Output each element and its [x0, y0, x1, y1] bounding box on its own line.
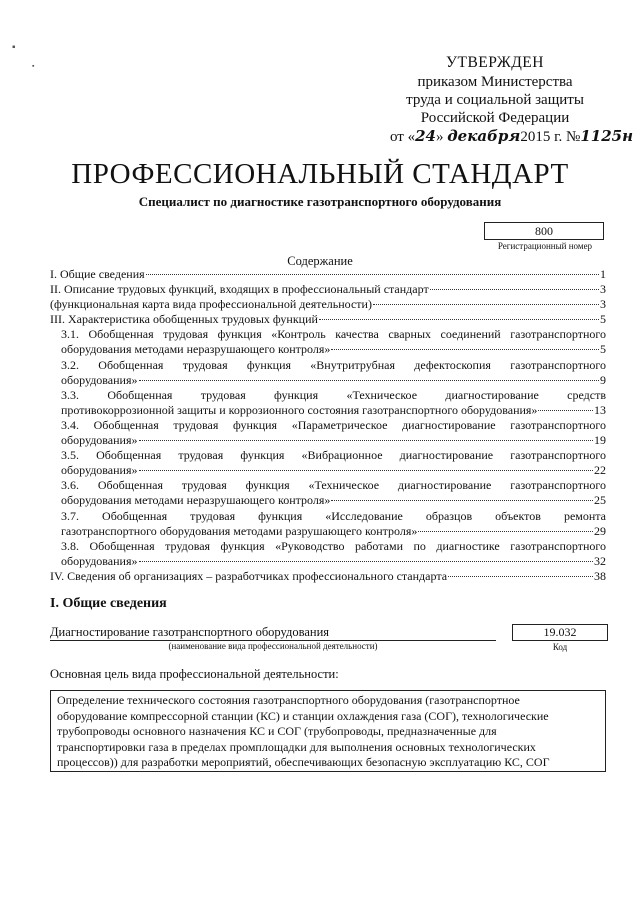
toc-entry[interactable]: противокоррозионной защиты и коррозионного состояния газотранспортного оборудования» 13 [61, 402, 606, 417]
toc-entry[interactable]: I. Общие сведения 1 [50, 267, 606, 281]
toc-entry[interactable]: оборудования» 9 [61, 372, 606, 387]
approval-line: Российской Федерации [420, 110, 570, 126]
toc-entry[interactable]: II. Описание трудовых функций, входящих в профессиональный стандарт 3 [50, 282, 606, 297]
toc-entry[interactable]: (функциональная карта вида профессиональной деятельности) 3 [50, 297, 606, 312]
scan-speck: ▪ [32, 62, 35, 70]
scan-speck: ▪ [12, 42, 16, 53]
toc-entry-line[interactable]: 3.2. Обобщенная трудовая функция «Внутритрубная дефектоскопия газотранспортного [61, 357, 606, 372]
approval-line: приказом Министерства [417, 74, 573, 90]
toc-entry[interactable]: газотранспортного оборудования методами разрушающего контроля» 29 [61, 523, 606, 538]
toc-entry-line[interactable]: 3.8. Обобщенная трудовая функция «Руководство работами по диагностике газотранспортного [61, 538, 606, 553]
approval-line: труда и социальной защиты [406, 92, 584, 108]
toc-entry-line[interactable]: 3.5. Обобщенная трудовая функция «Вибрационное диагностирование газотранспортного [61, 448, 606, 463]
handwritten-order-number: 1125н [580, 127, 634, 145]
activity-kind-value: Диагностирование газотранспортного оборудования [50, 624, 496, 641]
toc-entry-line[interactable]: 3.4. Обобщенная трудовая функция «Параметрическое диагностирование газотранспортного [61, 417, 606, 432]
toc-entry[interactable]: оборудования» 32 [61, 553, 606, 568]
approval-heading: УТВЕРЖДЕН [446, 54, 544, 71]
goal-label: Основная цель вида профессиональной деятельности: [50, 667, 339, 681]
activity-code-caption: Код [552, 642, 568, 652]
toc-entry[interactable]: III. Характеристика обобщенных трудовых функций 5 [50, 312, 606, 327]
document-title: ПРОФЕССИОНАЛЬНЫЙ СТАНДАРТ [71, 158, 569, 190]
goal-line: процессов)) для разработки мероприятий, обеспечивающих безопасную эксплуатацию КС, СОГ [57, 755, 550, 769]
goal-box [50, 690, 606, 772]
toc-entry[interactable]: оборудования методами неразрушающего контроля» 5 [61, 342, 606, 357]
registration-number-label: Регистрационный номер [497, 241, 593, 251]
registration-number-box: 800 [484, 222, 604, 240]
contents-heading: Содержание [287, 254, 353, 268]
activity-kind-caption: (наименование вида профессиональной деятельности) [168, 641, 378, 651]
toc-entry-line[interactable]: 3.3. Обобщенная трудовая функция «Техническое диагностирование средств [61, 387, 606, 402]
toc-entry[interactable]: оборудования» 19 [61, 433, 606, 448]
goal-line: оборудование компрессорной станции (КС) и станции охлаждения газа (СОГ), технологические [57, 708, 549, 723]
activity-code-box: 19.032 [512, 624, 608, 641]
handwritten-day: 24 [415, 127, 436, 145]
toc-entry[interactable]: оборудования методами неразрушающего контроля» 25 [61, 493, 606, 508]
handwritten-month: декабря [447, 127, 521, 145]
approval-stamp [390, 54, 634, 146]
toc-entry[interactable]: оборудования» 22 [61, 463, 606, 478]
toc-entry-line[interactable]: 3.7. Обобщенная трудовая функция «Исследование образцов объектов ремонта [61, 508, 606, 523]
section-heading: I. Общие сведения [50, 596, 167, 611]
toc-entry-line[interactable]: 3.1. Обобщенная трудовая функция «Контроль качества сварных соединений газотранспортного [61, 327, 606, 342]
document-subtitle: Специалист по диагностике газотранспортного оборудования [138, 194, 502, 209]
goal-line: Определение технического состояния газотранспортного оборудования (газотранспортное [57, 693, 520, 707]
goal-line: трубопроводы основного назначения КС и СОГ (трубопроводы, предназначенные для [57, 724, 497, 738]
toc-entry[interactable]: IV. Сведения об организациях – разработчиках профессионального стандарта 38 [50, 568, 606, 583]
toc-entry-line[interactable]: 3.6. Обобщенная трудовая функция «Техническое диагностирование газотранспортного [61, 478, 606, 493]
goal-line: транспортировки газа в пределах промплощадки для выполнения основных технологических [57, 739, 536, 754]
approval-date-line: от «24» декабря2015 г. №1125н [390, 127, 634, 145]
table-of-contents [50, 267, 606, 584]
